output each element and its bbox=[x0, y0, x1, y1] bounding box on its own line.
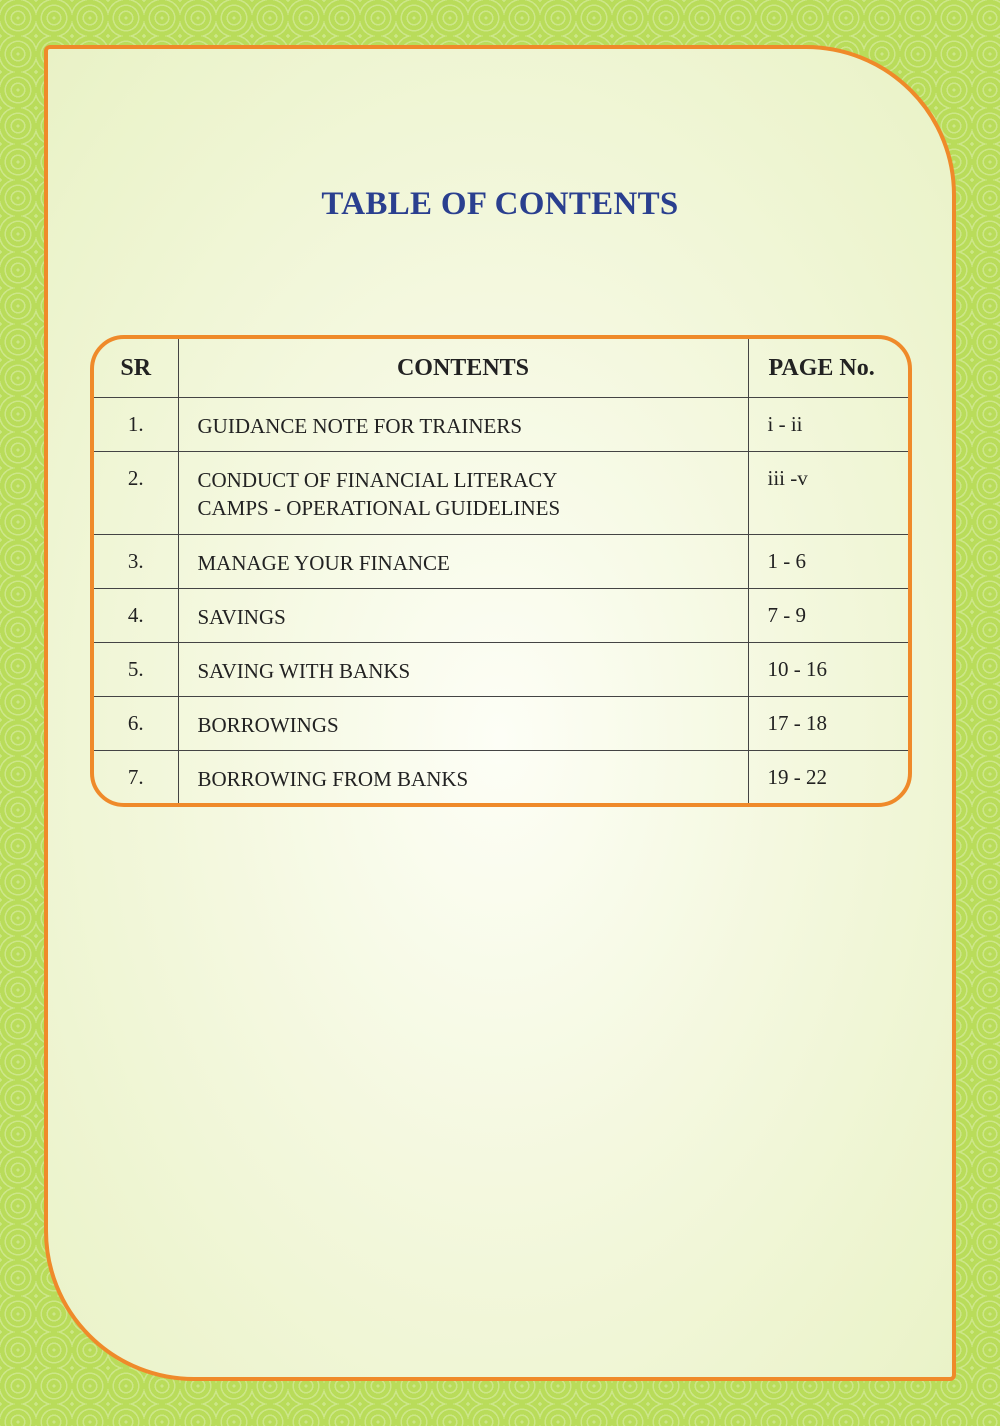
row-sr: 5. bbox=[94, 643, 178, 697]
row-contents: SAVINGS bbox=[178, 589, 748, 643]
contents-table bbox=[94, 339, 908, 803]
table-row bbox=[94, 697, 908, 751]
row-contents: GUIDANCE NOTE FOR TRAINERS bbox=[178, 398, 748, 452]
table-row bbox=[94, 643, 908, 697]
row-page: 19 - 22 bbox=[748, 751, 908, 803]
header-contents: CONTENTS bbox=[178, 339, 748, 398]
table-of-contents-box bbox=[90, 335, 912, 807]
row-page: 1 - 6 bbox=[748, 535, 908, 589]
table-header-row bbox=[94, 339, 908, 398]
header-sr: SR bbox=[120, 354, 152, 381]
row-sr: 3. bbox=[94, 535, 178, 589]
row-contents: SAVING WITH BANKS bbox=[178, 643, 748, 697]
table-row bbox=[94, 452, 908, 535]
row-contents: BORROWINGS bbox=[178, 697, 748, 751]
page-title: TABLE OF CONTENTS bbox=[321, 186, 679, 222]
row-page: 7 - 9 bbox=[748, 589, 908, 643]
table-row bbox=[94, 589, 908, 643]
row-contents: BORROWING FROM BANKS bbox=[178, 751, 748, 803]
row-page: iii -v bbox=[748, 452, 908, 535]
row-contents: MANAGE YOUR FINANCE bbox=[178, 535, 748, 589]
row-sr: 2. bbox=[94, 452, 178, 535]
row-page: 17 - 18 bbox=[748, 697, 908, 751]
table-row bbox=[94, 535, 908, 589]
row-page: 10 - 16 bbox=[748, 643, 908, 697]
row-sr: 4. bbox=[94, 589, 178, 643]
table-row bbox=[94, 751, 908, 803]
row-sr: 1. bbox=[94, 398, 178, 452]
table-row bbox=[94, 398, 908, 452]
row-sr: 7. bbox=[94, 751, 178, 803]
row-contents: CONDUCT OF FINANCIAL LITERACY CAMPS - OPERATIONAL GUIDELINES bbox=[178, 452, 748, 535]
row-sr: 6. bbox=[94, 697, 178, 751]
header-page-number: PAGE No. bbox=[748, 339, 908, 398]
row-page: i - ii bbox=[748, 398, 908, 452]
